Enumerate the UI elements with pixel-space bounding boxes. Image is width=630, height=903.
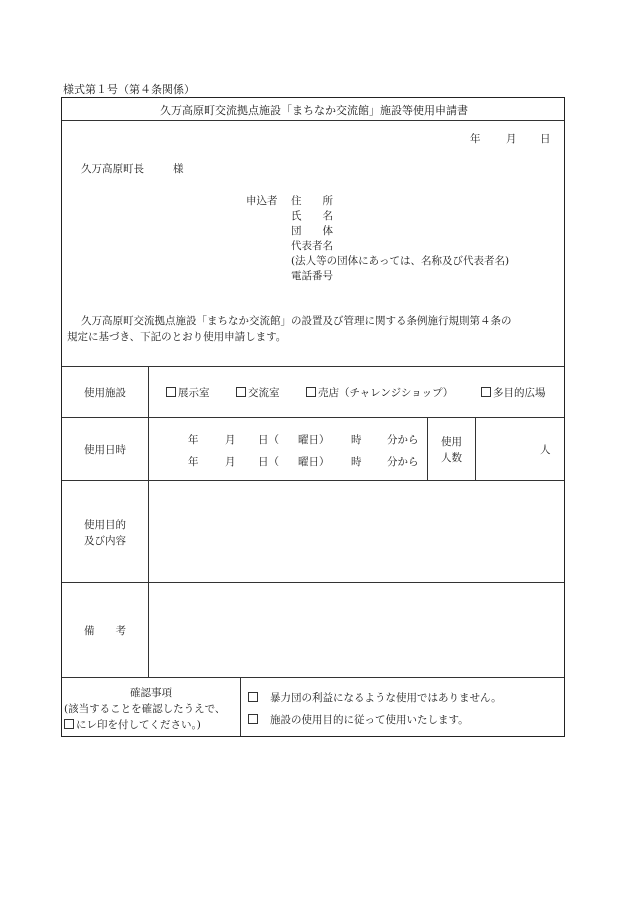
applicant-name-label: 氏 名	[291, 210, 333, 222]
facility-option-plaza[interactable]: 多目的広場	[481, 385, 546, 400]
confirmation-title: 確認事項	[130, 687, 172, 699]
application-form	[61, 97, 565, 737]
applicant-note: (法人等の団体にあっては、名称及び代表者名)	[291, 255, 510, 267]
remarks-label: 備 考	[84, 625, 126, 637]
date-year: 年	[470, 133, 481, 145]
checkbox-icon[interactable]	[248, 714, 258, 724]
to-year: 年	[188, 456, 199, 468]
facility-option-exhibition[interactable]: 展示室	[166, 385, 210, 400]
facility-label: 使用施設	[84, 387, 126, 399]
label-column-divider	[148, 366, 149, 677]
checkbox-icon[interactable]	[306, 387, 316, 397]
applicant-group-label: 団 体	[291, 225, 333, 237]
addressee-name: 久万高原町長	[81, 163, 144, 175]
confirmation-instruction-1: (該当することを確認したうえで、	[64, 703, 226, 715]
purpose-label-2: 及び内容	[84, 535, 126, 547]
addressee-honorific: 様	[173, 163, 184, 175]
from-minute: 分から	[387, 434, 419, 446]
to-hour: 時	[351, 456, 362, 468]
applicant-representative-label: 代表者名	[291, 240, 333, 252]
date-day: 日	[540, 133, 551, 145]
from-year: 年	[188, 434, 199, 446]
facility-option-shop[interactable]: 売店（チャレンジショップ）	[306, 385, 453, 400]
rule-under-datetime	[62, 480, 564, 481]
from-day: 日（	[258, 434, 279, 446]
confirmation-instruction-2: にレ印を付してください。)	[64, 717, 201, 732]
to-day: 日（	[258, 456, 279, 468]
applicant-phone-label: 電話番号	[291, 270, 333, 282]
form-number: 様式第１号（第４条関係）	[63, 83, 195, 96]
statement-line-2: 規定に基づき、下記のとおり使用申請します。	[67, 331, 287, 343]
purpose-label-1: 使用目的	[84, 519, 126, 531]
checkbox-icon[interactable]	[236, 387, 246, 397]
rule-under-title	[62, 120, 564, 121]
applicant-address-label: 住 所	[291, 195, 333, 207]
to-minute: 分から	[387, 456, 419, 468]
purpose-field[interactable]	[150, 482, 562, 581]
persons-label-right-divider	[475, 417, 476, 480]
confirmation-item-2[interactable]: 施設の使用目的に従って使用いたします。	[248, 712, 469, 727]
persons-unit: 人	[540, 444, 551, 456]
confirmation-item-1[interactable]: 暴力団の利益になるような使用ではありません。	[248, 690, 502, 705]
checkbox-icon[interactable]	[481, 387, 491, 397]
form-title: 久万高原町交流拠点施設「まちなか交流館」施設等使用申請書	[160, 104, 468, 117]
persons-label-2: 人数	[441, 452, 462, 464]
rule-under-statement	[62, 366, 564, 367]
facility-option-exchange-room[interactable]: 交流室	[236, 385, 280, 400]
checkbox-icon[interactable]	[166, 387, 176, 397]
confirmation-divider	[240, 677, 241, 736]
datetime-label: 使用日時	[84, 444, 126, 456]
rule-under-remarks	[62, 677, 564, 678]
to-month: 月	[225, 456, 236, 468]
to-weekday: 曜日）	[298, 456, 330, 468]
from-hour: 時	[351, 434, 362, 446]
checkbox-icon	[64, 719, 74, 729]
rule-under-purpose	[62, 582, 564, 583]
from-month: 月	[225, 434, 236, 446]
checkbox-icon[interactable]	[248, 692, 258, 702]
from-weekday: 曜日）	[298, 434, 330, 446]
rule-under-facility	[62, 417, 564, 418]
statement-line-1: 久万高原町交流拠点施設「まちなか交流館」の設置及び管理に関する条例施行規則第４条の	[81, 315, 512, 327]
applicant-label: 申込者	[246, 195, 278, 207]
persons-label-1: 使用	[441, 436, 462, 448]
remarks-field[interactable]	[150, 584, 562, 676]
date-month: 月	[506, 133, 517, 145]
